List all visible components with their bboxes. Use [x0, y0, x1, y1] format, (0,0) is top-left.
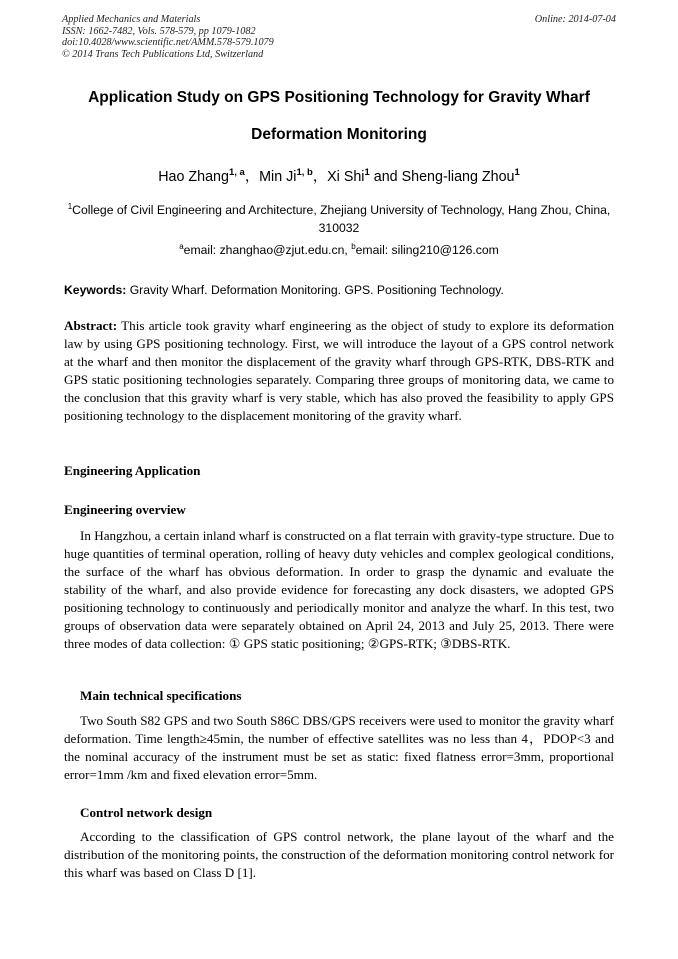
- author-separator: ，: [312, 169, 328, 185]
- abstract-text: This article took gravity wharf engineering as the object of study to explore its deformation law by using GPS positioning technology. First, we will introduce the layout of a GPS control network at the wharf and then monitor the displacement of the gravity wharf through GPS-RTK, DBS-RTK and GPS static positioning technologies separately. Comparing three groups of monitoring data, we came to the conclusion that this gravity wharf is very stable, which has also proved the feasibility to apply GPS positioning technology to the displacement monitoring of the gravity wharf.: [64, 318, 618, 423]
- subsection-heading: Main technical specifications: [80, 688, 242, 703]
- author-superscript: 1, b: [296, 167, 313, 178]
- email-text: email: siling210@126.com: [355, 243, 499, 257]
- section-heading: Engineering Application: [64, 463, 201, 478]
- subsection-heading: Control network design: [80, 805, 213, 820]
- author-conjunction: and: [369, 169, 402, 185]
- email-text: email: zhanghao@zjut.edu.cn,: [183, 243, 352, 257]
- subsection-heading: Engineering overview: [64, 502, 186, 517]
- author-name: Xi Shi: [327, 169, 365, 185]
- abstract: [64, 317, 618, 425]
- paragraph: In Hangzhou, a certain inland wharf is constructed on a flat terrain with gravity-type structure. Due to huge quantities of terminal operation, rolling of heavy duty vehicles and complex geological conditions, the surface of the wharf has obvious deformation. In order to grasp the dynamic and evaluate the stability of the wharf, and also provide evidence for forecasting any dock disasters, we adopted GPS positioning technology to continuously and periodically monitor and analyze the wharf. In this test, two groups of observation data were separately obtained on April 24, 2013 and July 25, 2013. There were three modes of data collection: ① GPS static positioning; ②GPS-RTK; ③DBS-RTK.: [64, 528, 614, 651]
- affiliation-superscript: 1: [67, 202, 73, 211]
- email-superscript: b: [351, 242, 356, 251]
- journal-header: [62, 14, 616, 60]
- paragraph: Two South S82 GPS and two South S86C DBS/GPS receivers were used to monitor the gravity wharf deformation. Time length≥45min, the number of effective satellites was no less than 4，PDOP<3 and the nominal accuracy of the instrument must be set as static: fixed flatness error=3mm, proportional error=1mm /km and fixed elevation error=5mm.: [64, 713, 614, 782]
- paragraph: According to the classification of GPS control network, the plane layout of the wharf and the distribution of the monitoring points, the construction of the deformation monitoring control network for this wharf was based on Class D [1].: [64, 829, 614, 880]
- author-superscript: 1, a: [228, 167, 245, 178]
- author-separator: ，: [244, 169, 260, 185]
- keywords-label: Keywords:: [64, 283, 127, 297]
- abstract-label: Abstract:: [64, 318, 118, 333]
- paper-title-line-1: Application Study on GPS Positioning Technology for Gravity Wharf: [88, 89, 590, 106]
- keywords-text: Gravity Wharf. Deformation Monitoring. GPS. Positioning Technology.: [126, 283, 504, 297]
- author-name: Min Ji: [259, 169, 297, 185]
- author-name: Hao Zhang: [158, 169, 229, 185]
- paper-title-line-2: Deformation Monitoring: [251, 126, 427, 143]
- author-superscript: 1: [514, 167, 520, 178]
- issn-line: ISSN: 1662-7482, Vols. 578-579, pp 1079-1082: [62, 25, 256, 37]
- author-emails: [40, 243, 638, 257]
- author-name: Sheng-liang Zhou: [401, 169, 515, 185]
- affiliation: [64, 201, 614, 237]
- author-list: [40, 166, 638, 186]
- copyright-line: © 2014 Trans Tech Publications Ltd, Switzerland: [62, 48, 264, 60]
- online-date: Online: 2014-07-04: [534, 14, 616, 25]
- journal-name: Applied Mechanics and Materials: [62, 14, 201, 25]
- doi-line: doi:10.4028/www.scientific.net/AMM.578-579.1079: [62, 37, 274, 49]
- author-superscript: 1: [364, 167, 370, 178]
- affiliation-text: College of Civil Engineering and Architecture, Zhejiang University of Technology, Hang Zhou, China, 310032: [72, 203, 611, 235]
- email-superscript: a: [179, 242, 184, 251]
- keywords: [64, 283, 618, 297]
